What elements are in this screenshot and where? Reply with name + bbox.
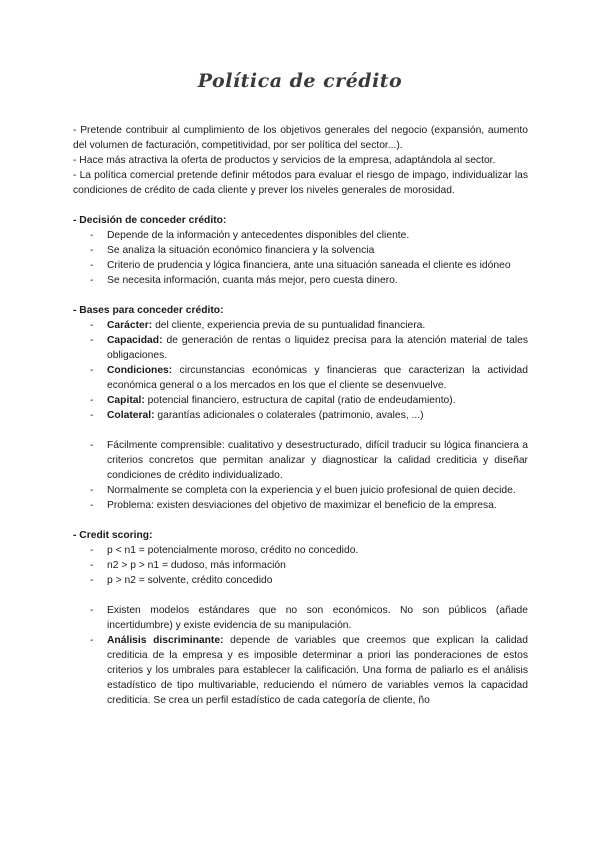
scoring-notes-list bbox=[73, 603, 528, 708]
list-item: - Capacidad: de generación de rentas o liquidez precisa para la atención material de tales obligaciones. bbox=[90, 335, 528, 361]
list-item: - Condiciones: circunstancias económicas y financieras que caracterizan la actividad económica general o a los mercados en los que el cliente se desenvuelve. bbox=[90, 365, 528, 391]
intro-paragraph-1: - Pretende contribuir al cumplimiento de los objetivos generales del negocio (expansión, aumento del volumen de facturación, competitividad, por ser política del sector...). bbox=[73, 125, 528, 151]
list-item: - Se necesita información, cuanta más mejor, pero cuesta dinero. bbox=[90, 275, 398, 286]
list-item: - Fácilmente comprensible: cualitativo y desestructurado, difícil traducir su lógica financiera a criterios concretos que permitan analizar y diagnosticar la calidad crediticia y diseñar condiciones de crédito individualizado. bbox=[90, 440, 528, 481]
list-item: - Existen modelos estándares que no son económicos. No son públicos (añade incertidumbre) y existe evidencia de su manipulación. bbox=[90, 605, 528, 631]
list-item: - n2 > p > n1 = dudoso, más información bbox=[90, 560, 286, 571]
section-heading-decision: - Decisión de conceder crédito: bbox=[73, 215, 227, 226]
list-item: - Problema: existen desviaciones del objetivo de maximizar el beneficio de la empresa. bbox=[90, 500, 497, 511]
list-item: - Carácter: del cliente, experiencia previa de su puntualidad financiera. bbox=[90, 320, 426, 331]
list-item: - Depende de la información y antecedentes disponibles del cliente. bbox=[90, 230, 410, 241]
bases-notes-list bbox=[73, 438, 528, 513]
list-item: - Criterio de prudencia y lógica financiera, ante una situación saneada el cliente es idóneo bbox=[90, 260, 511, 271]
section-heading-bases: - Bases para conceder crédito: bbox=[73, 305, 224, 316]
list-item: - Capital: potencial financiero, estructura de capital (ratio de endeudamiento). bbox=[90, 395, 456, 406]
intro-paragraph-2: - Hace más atractiva la oferta de productos y servicios de la empresa, adaptándola al sector. bbox=[73, 155, 496, 166]
list-item: - Colateral: garantías adicionales o colaterales (patrimonio, avales, ...) bbox=[90, 410, 424, 421]
list-item: - p < n1 = potencialmente moroso, crédito no concedido. bbox=[90, 545, 359, 556]
scoring-list bbox=[73, 543, 528, 588]
list-item: - Se analiza la situación económico financiera y la solvencia bbox=[90, 245, 375, 256]
list-item: - Análisis discriminante: depende de variables que creemos que explican la calidad crediticia de la empresa y es imposible determinar a priori las ponderaciones de estos criterios y los umbrales para establecer la calificación. Una forma de paliarlo es el análisis estadístico de tipo multivariable, reduciendo el número de variables vemos la capacidad crediticia. Se crea un perfil estadístico de cada categoría de cliente, ño bbox=[90, 635, 528, 706]
intro-paragraph-3: - La política comercial pretende definir métodos para evaluar el riesgo de impago, individualizar las condiciones de crédito de cada cliente y prever los niveles generales de morosidad. bbox=[73, 170, 528, 196]
list-item: - Normalmente se completa con la experiencia y el buen juicio profesional de quien decide. bbox=[90, 485, 516, 496]
section-heading-scoring: - Credit scoring: bbox=[73, 530, 153, 541]
list-item: - p > n2 = solvente, crédito concedido bbox=[90, 575, 273, 586]
page-title: Política de crédito bbox=[197, 70, 403, 92]
document-body bbox=[73, 123, 528, 708]
decision-list bbox=[73, 228, 528, 288]
bases-list bbox=[73, 318, 528, 423]
